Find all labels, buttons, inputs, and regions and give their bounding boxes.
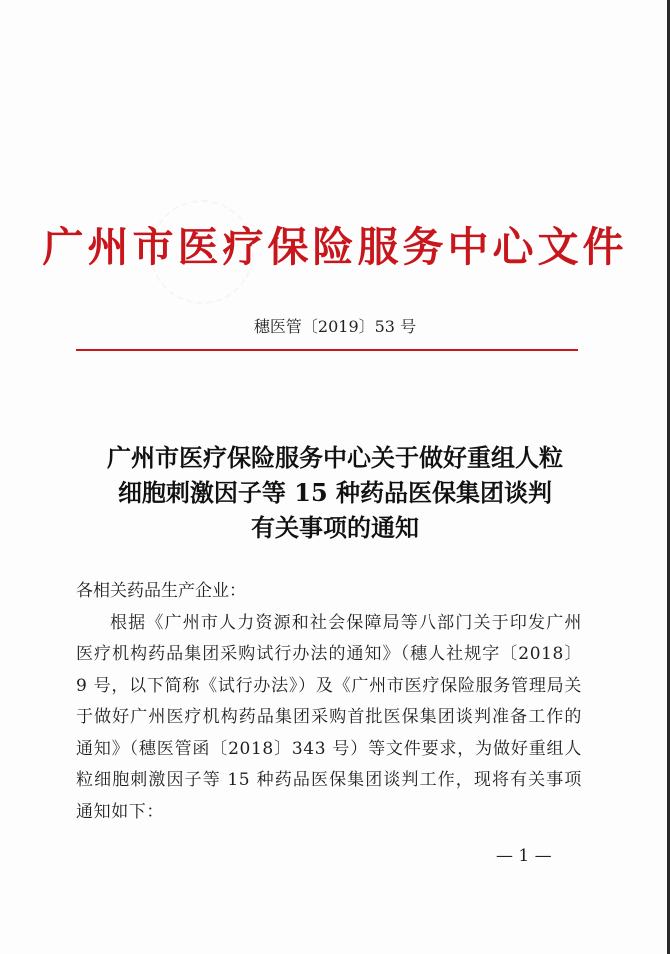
red-divider-line bbox=[76, 349, 578, 351]
body-paragraph: 根据《广州市人力资源和社会保障局等八部门关于印发广州医疗机构药品集团采购试行办法的通知》（穗人社规字〔2018〕9 号，以下简称《试行办法》）及《广州市医疗保险服务管理局关于做好广州医疗机构药品集团采购首批医保集团谈判准备工作的通知》（穗医管函〔2018〕343 号）等文件要求，为做好重组人粒细胞刺激因子等 15 种药品医保集团谈判工作，现将有关事项通知如下： bbox=[76, 612, 582, 822]
document-header-title: 广州市医疗保险服务中心文件 bbox=[42, 223, 628, 271]
page-number: — 1 — bbox=[496, 846, 552, 866]
document-number: 穗医管〔2019〕53 号 bbox=[253, 317, 417, 336]
notice-title-line: 细胞刺激因子等 15 种药品医保集团谈判 bbox=[117, 478, 553, 507]
notice-title-line: 广州市医疗保险服务中心关于做好重组人粒 bbox=[107, 443, 563, 472]
notice-body bbox=[76, 576, 582, 828]
notice-title bbox=[60, 440, 610, 545]
salutation: 各相关药品生产企业： bbox=[76, 581, 246, 601]
notice-title-line: 有关事项的通知 bbox=[251, 513, 419, 542]
